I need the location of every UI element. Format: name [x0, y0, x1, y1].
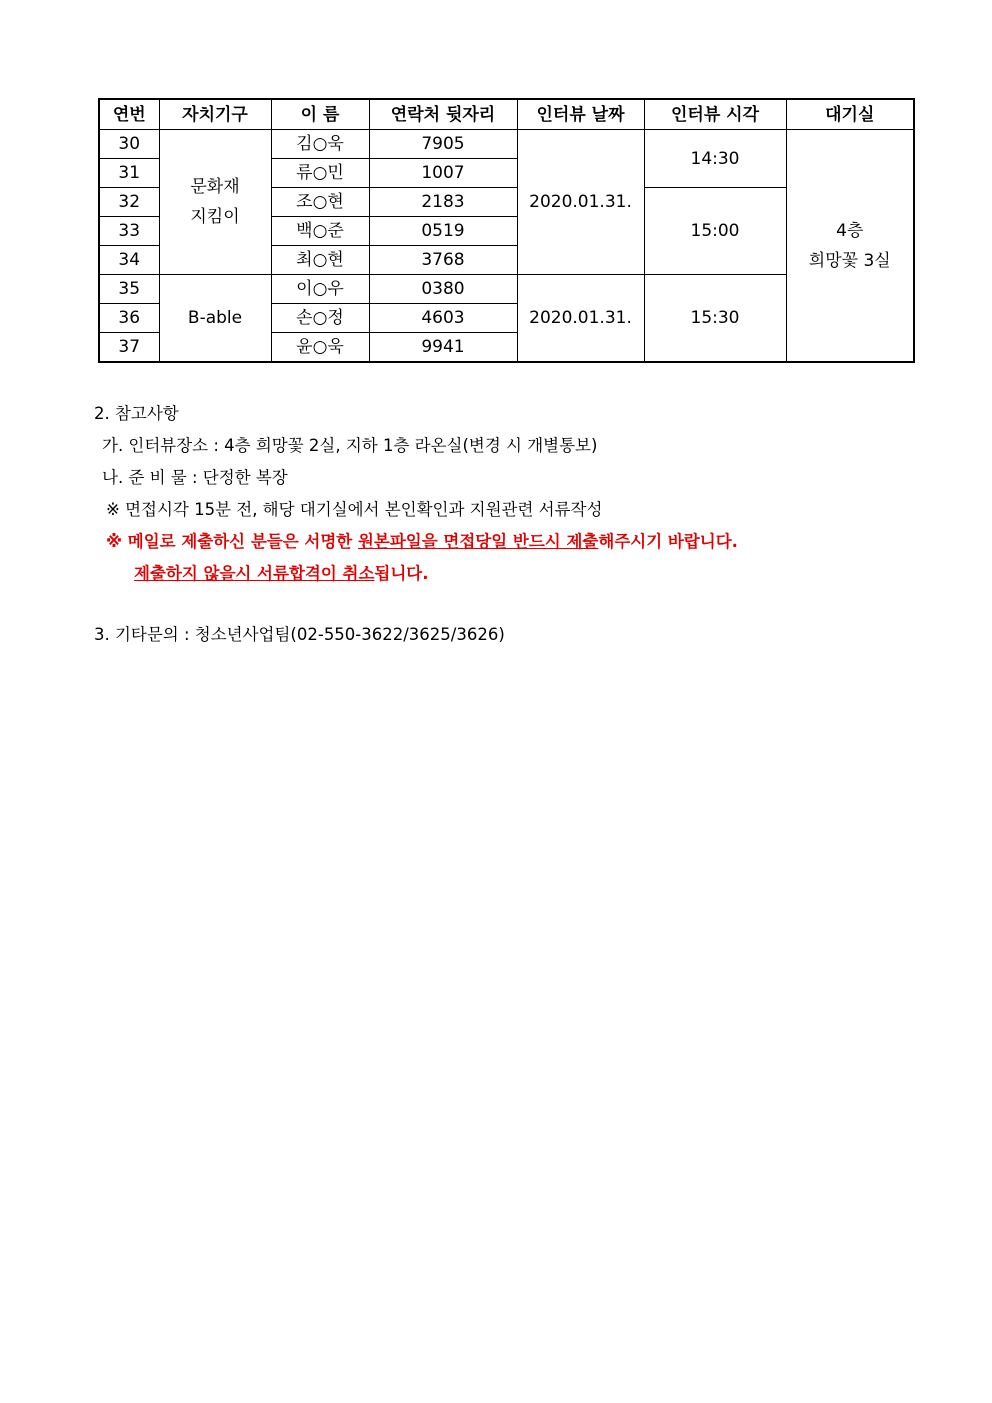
note-preparation: 나. 준 비 물 : 단정한 복장	[102, 468, 288, 487]
row-phone: 2183	[369, 188, 517, 217]
waiting-room-cell	[786, 130, 914, 363]
row-number: 35	[99, 275, 159, 304]
header-phone: 연락처 뒷자리	[369, 99, 517, 130]
warning-text: 해주시기 바랍니다.	[598, 532, 738, 551]
row-name: 류○민	[271, 159, 369, 188]
row-phone: 0380	[369, 275, 517, 304]
row-name: 이○우	[271, 275, 369, 304]
row-number: 30	[99, 130, 159, 159]
header-date: 인터뷰 날짜	[517, 99, 644, 130]
interview-time: 14:30	[644, 130, 786, 188]
warning-line-1	[94, 526, 738, 558]
interview-date: 2020.01.31.	[517, 130, 644, 275]
warning-underlined-text: 제출하지 않을시 서류합격이 취소	[134, 564, 375, 583]
row-phone: 3768	[369, 246, 517, 275]
interview-time: 15:00	[644, 188, 786, 275]
group-name: 문화재	[190, 177, 240, 197]
table-header-row	[99, 99, 914, 130]
row-name: 윤○욱	[271, 333, 369, 363]
header-name: 이 름	[271, 99, 369, 130]
row-phone: 1007	[369, 159, 517, 188]
row-phone: 0519	[369, 217, 517, 246]
row-name: 조○현	[271, 188, 369, 217]
warning-text: 됩니다.	[374, 564, 429, 583]
header-number: 연번	[99, 99, 159, 130]
warning-text: ※ 메일로 제출하신 분들은 서명한	[106, 532, 358, 551]
waiting-room: 4층	[836, 220, 864, 241]
row-number: 37	[99, 333, 159, 363]
row-number: 33	[99, 217, 159, 246]
notes-section	[94, 398, 738, 590]
row-phone: 4603	[369, 304, 517, 333]
group-name: B-able	[159, 275, 271, 363]
row-number: 32	[99, 188, 159, 217]
contact-info: 3. 기타문의 : 청소년사업팀(02-550-3622/3625/3626)	[94, 625, 505, 644]
interview-date: 2020.01.31.	[517, 275, 644, 363]
note-interview-location: 가. 인터뷰장소 : 4층 희망꽃 2실, 지하 1층 라온실(변경 시 개별통보)	[102, 436, 598, 455]
note-remark: ※ 면접시각 15분 전, 해당 대기실에서 본인확인과 지원관련 서류작성	[106, 500, 603, 519]
warning-line-2	[94, 558, 738, 590]
row-name: 김○욱	[271, 130, 369, 159]
interview-schedule-table	[98, 98, 915, 363]
row-name: 손○정	[271, 304, 369, 333]
row-number: 36	[99, 304, 159, 333]
warning-underlined-text: 원본파일을 면접당일 반드시 제출	[357, 532, 599, 551]
table-row	[99, 130, 914, 159]
row-name: 최○현	[271, 246, 369, 275]
row-number: 31	[99, 159, 159, 188]
interview-time: 15:30	[644, 275, 786, 363]
header-organization: 자치기구	[159, 99, 271, 130]
group-name-cell	[159, 130, 271, 275]
notes-heading: 2. 참고사항	[94, 404, 179, 423]
row-phone: 9941	[369, 333, 517, 363]
row-number: 34	[99, 246, 159, 275]
row-phone: 7905	[369, 130, 517, 159]
group-name: 지킴이	[190, 207, 240, 227]
row-name: 백○준	[271, 217, 369, 246]
header-time: 인터뷰 시각	[644, 99, 786, 130]
waiting-room: 희망꽃 3실	[808, 250, 891, 271]
header-waiting-room: 대기실	[786, 99, 914, 130]
